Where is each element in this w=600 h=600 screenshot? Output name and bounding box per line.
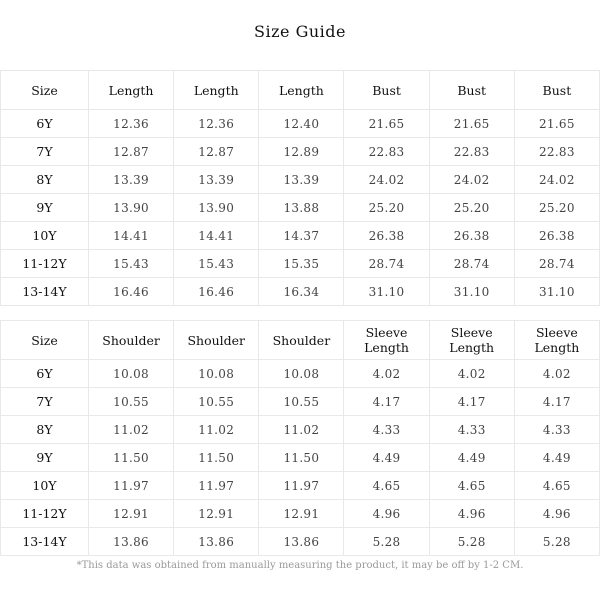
- measurement-cell: 13.86: [174, 528, 259, 556]
- table-row: [1, 500, 600, 528]
- table-row: [1, 278, 600, 306]
- measurement-cell: 12.91: [89, 500, 174, 528]
- measurement-cell: 11.02: [89, 416, 174, 444]
- column-header: Bust: [514, 71, 599, 110]
- measurement-cell: 13.88: [259, 194, 344, 222]
- measurement-cell: 26.38: [429, 222, 514, 250]
- measurement-cell: 10.55: [89, 388, 174, 416]
- measurement-cell: 4.02: [344, 360, 429, 388]
- column-header: Size: [1, 71, 89, 110]
- measurement-cell: 13.39: [259, 166, 344, 194]
- table-row: [1, 472, 600, 500]
- measurement-cell: 5.28: [344, 528, 429, 556]
- measurement-cell: 4.96: [429, 500, 514, 528]
- table-row: [1, 250, 600, 278]
- measurement-cell: 12.40: [259, 110, 344, 138]
- measurement-cell: 15.35: [259, 250, 344, 278]
- measurement-cell: 22.83: [429, 138, 514, 166]
- measurement-cell: 10.08: [174, 360, 259, 388]
- column-header: Shoulder: [259, 321, 344, 360]
- measurement-cell: 12.91: [259, 500, 344, 528]
- column-header: Sleeve Length: [344, 321, 429, 360]
- measurement-cell: 15.43: [174, 250, 259, 278]
- measurement-cell: 31.10: [344, 278, 429, 306]
- measurement-cell: 10.55: [174, 388, 259, 416]
- measurement-cell: 22.83: [344, 138, 429, 166]
- measurement-cell: 12.89: [259, 138, 344, 166]
- column-header: Length: [259, 71, 344, 110]
- size-label: 9Y: [1, 444, 89, 472]
- measurement-cell: 12.36: [89, 110, 174, 138]
- measurement-cell: 16.46: [89, 278, 174, 306]
- measurement-cell: 4.17: [344, 388, 429, 416]
- measurement-cell: 11.97: [174, 472, 259, 500]
- measurement-cell: 13.39: [89, 166, 174, 194]
- measurement-cell: 26.38: [514, 222, 599, 250]
- measurement-cell: 24.02: [429, 166, 514, 194]
- measurement-cell: 4.33: [344, 416, 429, 444]
- measurement-cell: 13.86: [89, 528, 174, 556]
- size-label: 7Y: [1, 388, 89, 416]
- measurement-cell: 21.65: [514, 110, 599, 138]
- measurement-cell: 12.91: [174, 500, 259, 528]
- header-row: [1, 71, 600, 110]
- size-label: 13-14Y: [1, 528, 89, 556]
- measurement-cell: 12.36: [174, 110, 259, 138]
- measurement-cell: 28.74: [514, 250, 599, 278]
- measurement-cell: 4.17: [429, 388, 514, 416]
- measurement-cell: 11.02: [174, 416, 259, 444]
- measurement-cell: 4.49: [429, 444, 514, 472]
- measurement-cell: 24.02: [344, 166, 429, 194]
- table-row: [1, 194, 600, 222]
- measurement-cell: 11.50: [89, 444, 174, 472]
- table-row: [1, 110, 600, 138]
- measurement-cell: 25.20: [514, 194, 599, 222]
- size-label: 11-12Y: [1, 250, 89, 278]
- measurement-cell: 4.49: [344, 444, 429, 472]
- measurement-cell: 16.34: [259, 278, 344, 306]
- table-row: [1, 222, 600, 250]
- size-table-shoulder-sleeve: [0, 320, 600, 556]
- table-row: [1, 138, 600, 166]
- table-row: [1, 388, 600, 416]
- measurement-cell: 31.10: [514, 278, 599, 306]
- column-header: Length: [174, 71, 259, 110]
- measurement-cell: 14.41: [89, 222, 174, 250]
- measurement-cell: 31.10: [429, 278, 514, 306]
- measurement-cell: 12.87: [89, 138, 174, 166]
- column-header: Bust: [429, 71, 514, 110]
- table-row: [1, 166, 600, 194]
- column-header: Size: [1, 321, 89, 360]
- column-header: Shoulder: [174, 321, 259, 360]
- table-row: [1, 416, 600, 444]
- measurement-cell: 4.02: [429, 360, 514, 388]
- size-label: 11-12Y: [1, 500, 89, 528]
- measurement-cell: 21.65: [344, 110, 429, 138]
- measurement-cell: 5.28: [429, 528, 514, 556]
- measurement-cell: 26.38: [344, 222, 429, 250]
- measurement-cell: 10.55: [259, 388, 344, 416]
- measurement-cell: 4.33: [429, 416, 514, 444]
- measurement-cell: 11.02: [259, 416, 344, 444]
- measurement-cell: 4.65: [344, 472, 429, 500]
- size-label: 8Y: [1, 166, 89, 194]
- measurement-cell: 4.17: [514, 388, 599, 416]
- measurement-cell: 15.43: [89, 250, 174, 278]
- measurement-cell: 4.65: [514, 472, 599, 500]
- measurement-disclaimer: *This data was obtained from manually measuring the product, it may be off by 1-2 CM.: [76, 560, 524, 571]
- measurement-cell: 14.41: [174, 222, 259, 250]
- header-row: [1, 321, 600, 360]
- column-header: Sleeve Length: [514, 321, 599, 360]
- table-row: [1, 444, 600, 472]
- measurement-cell: 16.46: [174, 278, 259, 306]
- measurement-cell: 11.50: [259, 444, 344, 472]
- measurement-cell: 24.02: [514, 166, 599, 194]
- column-header: Length: [89, 71, 174, 110]
- column-header: Shoulder: [89, 321, 174, 360]
- measurement-cell: 4.49: [514, 444, 599, 472]
- size-label: 9Y: [1, 194, 89, 222]
- measurement-cell: 28.74: [429, 250, 514, 278]
- table-row: [1, 528, 600, 556]
- column-header: Sleeve Length: [429, 321, 514, 360]
- measurement-cell: 10.08: [259, 360, 344, 388]
- measurement-cell: 25.20: [344, 194, 429, 222]
- table-row: [1, 360, 600, 388]
- measurement-cell: 21.65: [429, 110, 514, 138]
- measurement-cell: 25.20: [429, 194, 514, 222]
- measurement-cell: 4.65: [429, 472, 514, 500]
- measurement-cell: 10.08: [89, 360, 174, 388]
- measurement-cell: 11.97: [259, 472, 344, 500]
- size-label: 6Y: [1, 360, 89, 388]
- measurement-cell: 11.97: [89, 472, 174, 500]
- size-label: 8Y: [1, 416, 89, 444]
- measurement-cell: 5.28: [514, 528, 599, 556]
- measurement-cell: 4.33: [514, 416, 599, 444]
- page-title: Size Guide: [254, 22, 346, 41]
- measurement-cell: 12.87: [174, 138, 259, 166]
- size-label: 10Y: [1, 472, 89, 500]
- measurement-cell: 14.37: [259, 222, 344, 250]
- size-table-length-bust: [0, 70, 600, 306]
- measurement-cell: 13.39: [174, 166, 259, 194]
- measurement-cell: 22.83: [514, 138, 599, 166]
- size-label: 13-14Y: [1, 278, 89, 306]
- column-header: Bust: [344, 71, 429, 110]
- measurement-cell: 4.96: [514, 500, 599, 528]
- size-label: 10Y: [1, 222, 89, 250]
- measurement-cell: 11.50: [174, 444, 259, 472]
- measurement-cell: 28.74: [344, 250, 429, 278]
- size-label: 6Y: [1, 110, 89, 138]
- measurement-cell: 13.86: [259, 528, 344, 556]
- measurement-cell: 13.90: [174, 194, 259, 222]
- measurement-cell: 4.96: [344, 500, 429, 528]
- measurement-cell: 4.02: [514, 360, 599, 388]
- size-label: 7Y: [1, 138, 89, 166]
- measurement-cell: 13.90: [89, 194, 174, 222]
